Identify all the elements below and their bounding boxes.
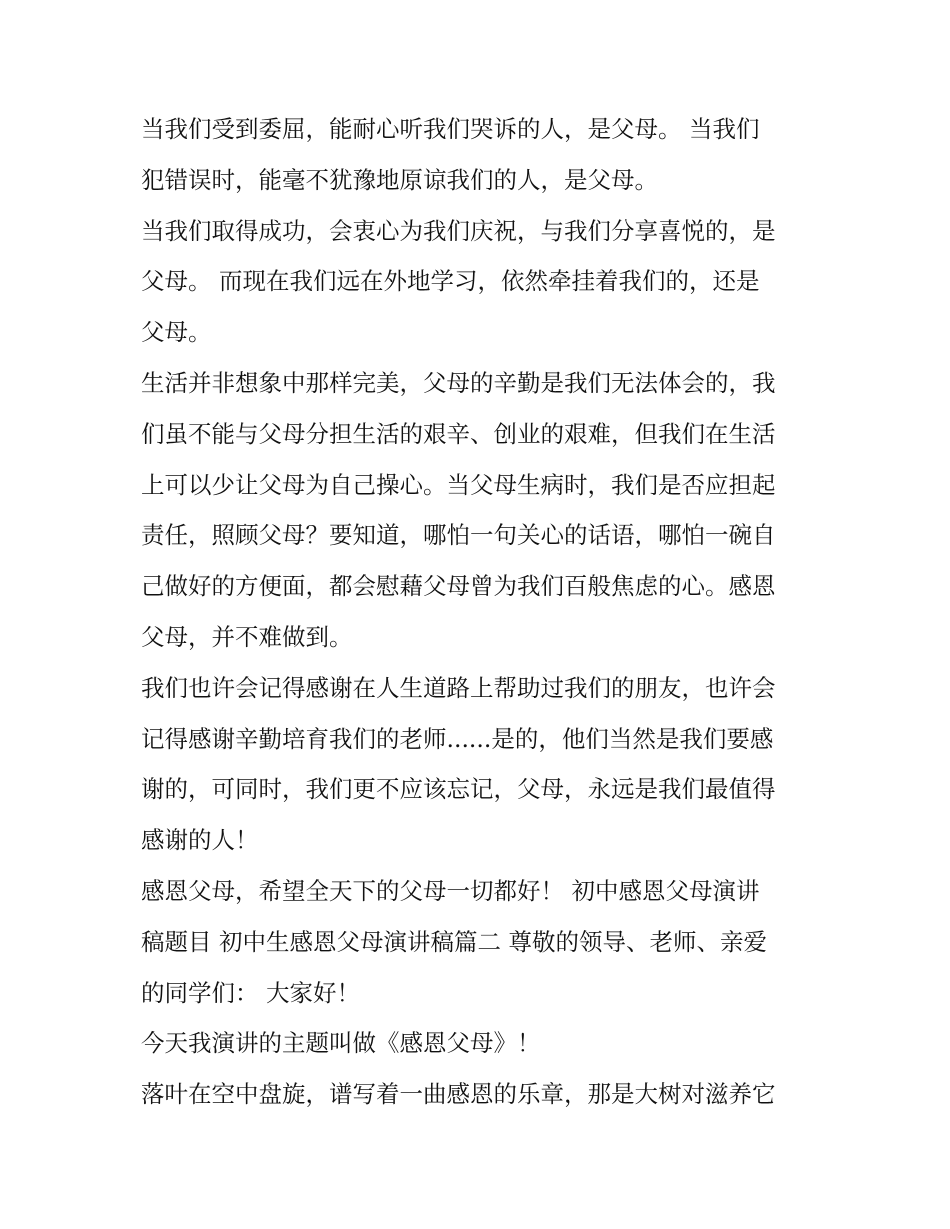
text-line: 生活并非想象中那样完美，父母的辛勤是我们无法体会的，我 — [141, 368, 776, 397]
text-line: 己做好的方便面，都会慰藉父母曾为我们百般焦虑的心。感恩 — [141, 572, 776, 601]
text-line: 父母。 而现在我们远在外地学习，依然牵挂着我们的，还是 — [141, 267, 760, 296]
document-body — [141, 104, 821, 1120]
text-line: 落叶在空中盘旋，谱写着一曲感恩的乐章，那是大树对滋养它 — [141, 1080, 776, 1109]
text-line: 责任，照顾父母？要知道，哪怕一句关心的话语，哪怕一碗自 — [141, 521, 776, 550]
text-line: 感谢的人！ — [141, 826, 259, 855]
text-line: 记得感谢辛勤培育我们的老师......是的，他们当然是我们要感 — [141, 724, 774, 753]
text-line: 们虽不能与父母分担生活的艰辛、创业的艰难，但我们在生活 — [141, 419, 776, 448]
text-line: 父母。 — [141, 318, 212, 347]
text-line: 稿题目 初中生感恩父母演讲稿篇二 尊敬的领导、老师、亲爱 — [141, 927, 767, 956]
text-line: 当我们取得成功，会衷心为我们庆祝，与我们分享喜悦的，是 — [141, 216, 776, 245]
text-line: 我们也许会记得感谢在人生道路上帮助过我们的朋友，也许会 — [141, 673, 776, 702]
text-line: 的同学们： 大家好！ — [141, 978, 360, 1007]
text-line: 父母，并不难做到。 — [141, 622, 353, 651]
text-line: 上可以少让父母为自己操心。当父母生病时，我们是否应担起 — [141, 470, 776, 499]
text-line: 谢的，可同时，我们更不应该忘记，父母，永远是我们最值得 — [141, 775, 776, 804]
text-line: 今天我演讲的主题叫做《感恩父母》！ — [141, 1029, 541, 1058]
text-line: 当我们受到委屈，能耐心听我们哭诉的人，是父母。 当我们 — [141, 115, 760, 143]
text-line: 犯错误时，能毫不犹豫地原谅我们的人，是父母。 — [141, 165, 658, 194]
text-line: 感恩父母，希望全天下的父母一切都好！ 初中感恩父母演讲 — [141, 876, 760, 905]
